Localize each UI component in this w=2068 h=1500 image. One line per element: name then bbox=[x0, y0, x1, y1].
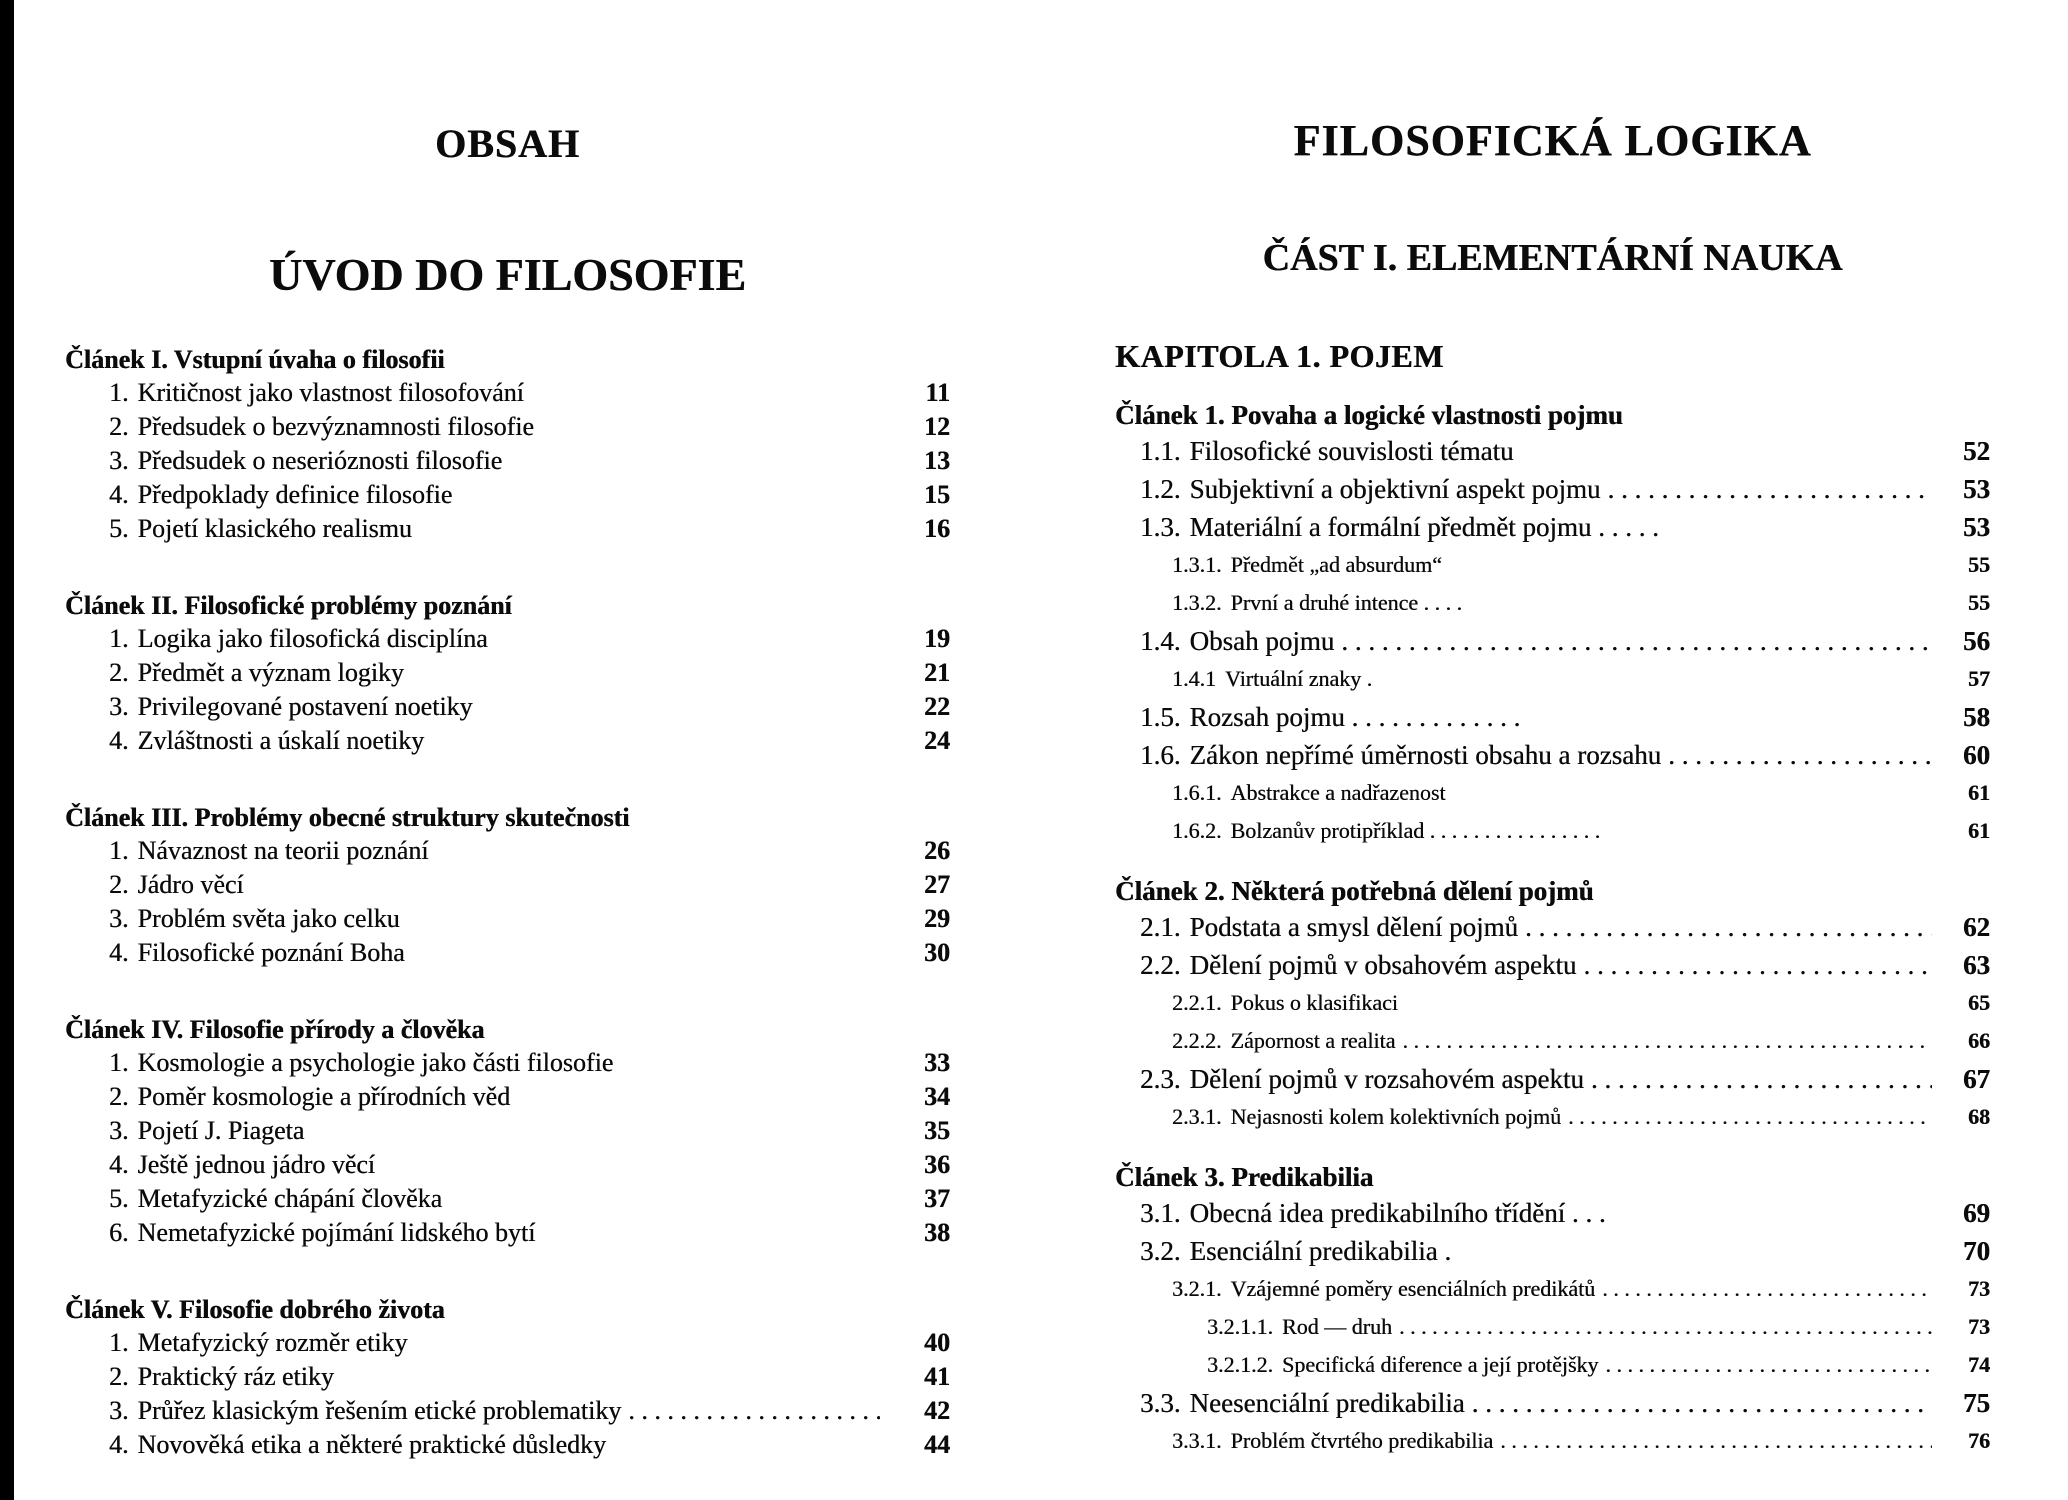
toc-entry-number: 2. bbox=[109, 1362, 129, 1391]
toc-entry-title: Dělení pojmů v rozsahovém aspektu bbox=[1189, 1064, 1584, 1094]
toc-entry bbox=[1115, 984, 1990, 1022]
toc-entry-number: 4. bbox=[109, 938, 129, 967]
toc-entry-page-number: 36 bbox=[924, 1150, 950, 1179]
dot-leader bbox=[1576, 946, 1932, 984]
toc-entry bbox=[1115, 546, 1990, 584]
toc-entry-number: 2. bbox=[109, 1082, 129, 1111]
toc-entry-number: 3. bbox=[109, 1396, 129, 1425]
toc-entry-page-number: 55 bbox=[1968, 552, 1990, 577]
toc-entry-number: 1. bbox=[109, 378, 129, 407]
toc-entry-number: 1.4. bbox=[1140, 626, 1181, 656]
dot-leader bbox=[1584, 1060, 1932, 1098]
toc-entry-number: 2.1. bbox=[1140, 912, 1181, 942]
toc-section bbox=[1115, 1160, 1990, 1460]
toc-entry-title: Obsah pojmu bbox=[1189, 626, 1335, 656]
toc-entry-page-number: 34 bbox=[924, 1082, 950, 1111]
toc-entry-number: 2. bbox=[109, 658, 129, 687]
toc-entry-page-number: 61 bbox=[1968, 780, 1990, 805]
toc-entry-title: Předpoklady definice filosofie bbox=[137, 480, 453, 509]
toc-entry bbox=[65, 902, 950, 936]
toc-entry-title: Praktický ráz etiky bbox=[137, 1362, 334, 1391]
toc-entry-title: Problém čtvrtého predikabilia bbox=[1230, 1428, 1494, 1453]
toc-entry-title: Specifická diference a její protějšky bbox=[1282, 1352, 1599, 1377]
dot-leader bbox=[1600, 470, 1932, 508]
dot-leader bbox=[1595, 1270, 1932, 1308]
toc-entry-number: 4. bbox=[109, 726, 129, 755]
toc-entry-title: Abstrakce a nadřazenost bbox=[1230, 780, 1446, 805]
toc-entry bbox=[65, 1114, 950, 1148]
toc-section-header: Článek 3. Predikabilia bbox=[1115, 1162, 1374, 1192]
toc-entry bbox=[1115, 1060, 1990, 1098]
toc-entry-number: 2. bbox=[109, 412, 129, 441]
toc-entry-title: Předsudek o bezvýznamnosti filosofie bbox=[137, 412, 534, 441]
toc-section-header: Článek III. Problémy obecné struktury skutečnosti bbox=[65, 803, 630, 832]
left-toc-sections bbox=[65, 344, 950, 1462]
toc-entry-title: Esenciální predikabilia . bbox=[1189, 1236, 1452, 1266]
toc-entry bbox=[1115, 1308, 1990, 1346]
toc-entry-page-number: 30 bbox=[924, 938, 950, 967]
toc-entry bbox=[65, 1360, 950, 1394]
toc-entry-number: 3.2. bbox=[1140, 1236, 1181, 1266]
toc-entry bbox=[1115, 1422, 1990, 1460]
toc-entry-page-number: 74 bbox=[1968, 1352, 1990, 1377]
toc-section bbox=[1115, 874, 1990, 1136]
dot-leader bbox=[1465, 1384, 1932, 1422]
toc-entry bbox=[1115, 1232, 1990, 1270]
toc-entry-title: Zvláštnosti a úskalí noetiky bbox=[137, 726, 425, 755]
toc-section-header: Článek 2. Některá potřebná dělení pojmů bbox=[1115, 876, 1594, 906]
toc-entry-number: 1.3.1. bbox=[1172, 552, 1222, 577]
toc-entry-number: 3.3.1. bbox=[1172, 1428, 1222, 1453]
toc-entry bbox=[1115, 584, 1990, 622]
toc-section-header: Článek V. Filosofie dobrého života bbox=[65, 1295, 445, 1324]
toc-entry bbox=[1115, 908, 1990, 946]
toc-entry-page-number: 13 bbox=[924, 446, 950, 475]
toc-entry bbox=[1115, 698, 1990, 736]
toc-entry-page-number: 38 bbox=[924, 1218, 950, 1247]
toc-section bbox=[65, 344, 950, 546]
toc-entry bbox=[65, 834, 950, 868]
toc-entry-page-number: 58 bbox=[1963, 702, 1990, 732]
toc-entry-title: Předsudek o neserióznosti filosofie bbox=[137, 446, 503, 475]
dot-leader bbox=[621, 1394, 880, 1428]
toc-entry-number: 6. bbox=[109, 1218, 129, 1247]
toc-entry-title: Návaznost na teorii poznání bbox=[137, 836, 429, 865]
toc-entry-page-number: 12 bbox=[924, 412, 950, 441]
toc-section-header: Článek II. Filosofické problémy poznání bbox=[65, 591, 512, 620]
toc-entry-page-number: 53 bbox=[1963, 474, 1990, 504]
toc-entry-title: Problém světa jako celku bbox=[137, 904, 400, 933]
toc-entry-number: 1.6. bbox=[1140, 740, 1181, 770]
toc-entry-page-number: 73 bbox=[1968, 1314, 1990, 1339]
toc-entry bbox=[1115, 736, 1990, 774]
toc-entry bbox=[1115, 1384, 1990, 1422]
toc-entry-number: 1.4.1 bbox=[1172, 666, 1216, 691]
toc-entry-page-number: 42 bbox=[924, 1396, 950, 1425]
contents-title: OBSAH bbox=[434, 121, 581, 166]
toc-entry bbox=[1115, 432, 1990, 470]
toc-entry-page-number: 76 bbox=[1968, 1428, 1990, 1453]
toc-entry-title: Virtuální znaky . bbox=[1225, 666, 1373, 691]
toc-entry-title: Nejasnosti kolem kolektivních pojmů bbox=[1230, 1104, 1562, 1129]
toc-entry-title: Jádro věcí bbox=[137, 870, 244, 899]
toc-entry bbox=[65, 444, 950, 478]
toc-entry-title: Dělení pojmů v obsahovém aspektu bbox=[1189, 950, 1577, 980]
toc-entry-number: 1. bbox=[109, 624, 129, 653]
toc-entry bbox=[65, 512, 950, 546]
toc-entry-page-number: 35 bbox=[924, 1116, 950, 1145]
toc-entry-page-number: 61 bbox=[1968, 818, 1990, 843]
toc-entry-number: 5. bbox=[109, 514, 129, 543]
toc-entry bbox=[65, 410, 950, 444]
toc-entry bbox=[1115, 508, 1990, 546]
toc-entry-number: 3.1. bbox=[1140, 1198, 1181, 1228]
dot-leader bbox=[1493, 1422, 1932, 1460]
toc-entry-title: Předmět „ad absurdum“ bbox=[1230, 552, 1442, 577]
toc-entry-page-number: 62 bbox=[1963, 912, 1990, 942]
toc-entry-title: Filosofické poznání Boha bbox=[137, 938, 405, 967]
toc-entry-title: Zápornost a realita bbox=[1230, 1028, 1396, 1053]
toc-entry bbox=[65, 1394, 950, 1428]
toc-entry-page-number: 56 bbox=[1963, 626, 1990, 656]
toc-entry-page-number: 21 bbox=[924, 658, 950, 687]
toc-entry-number: 1.6.2. bbox=[1172, 818, 1222, 843]
right-part-title: FILOSOFICKÁ LOGIKA bbox=[1293, 116, 1812, 165]
toc-entry-page-number: 26 bbox=[924, 836, 950, 865]
toc-entry-number: 3.2.1. bbox=[1172, 1276, 1222, 1301]
left-part-title: ÚVOD DO FILOSOFIE bbox=[268, 249, 747, 300]
toc-entry bbox=[65, 724, 950, 758]
toc-entry-title: Vzájemné poměry esenciálních predikátů bbox=[1230, 1276, 1596, 1301]
toc-entry-page-number: 44 bbox=[924, 1430, 950, 1459]
toc-entry-title: Metafyzický rozměr etiky bbox=[137, 1328, 408, 1357]
toc-entry-page-number: 57 bbox=[1968, 666, 1990, 691]
toc-entry-page-number: 75 bbox=[1963, 1388, 1990, 1418]
toc-entry-page-number: 19 bbox=[924, 624, 950, 653]
left-page bbox=[65, 0, 950, 1462]
toc-entry bbox=[65, 376, 950, 410]
toc-entry-page-number: 70 bbox=[1963, 1236, 1990, 1266]
toc-entry bbox=[65, 1046, 950, 1080]
toc-entry-page-number: 63 bbox=[1963, 950, 1990, 980]
toc-entry-page-number: 24 bbox=[924, 726, 950, 755]
toc-entry-number: 2.2. bbox=[1140, 950, 1181, 980]
toc-entry-title: Neesenciální predikabilia bbox=[1189, 1388, 1465, 1418]
toc-entry-title: Rozsah pojmu . . . . . . . . . . . . . bbox=[1189, 702, 1521, 732]
toc-entry-number: 1.3. bbox=[1140, 512, 1181, 542]
toc-entry bbox=[65, 690, 950, 724]
toc-entry-title: Kosmologie a psychologie jako části filosofie bbox=[137, 1048, 614, 1077]
toc-entry bbox=[65, 478, 950, 512]
toc-section bbox=[65, 1294, 950, 1462]
toc-entry-page-number: 37 bbox=[924, 1184, 950, 1213]
toc-entry-number: 2.3.1. bbox=[1172, 1104, 1222, 1129]
toc-entry-title: Novověká etika a některé praktické důsledky bbox=[137, 1430, 607, 1459]
toc-section-header: Článek IV. Filosofie přírody a člověka bbox=[65, 1015, 485, 1044]
toc-entry bbox=[1115, 774, 1990, 812]
toc-entry-page-number: 68 bbox=[1968, 1104, 1990, 1129]
toc-entry bbox=[65, 622, 950, 656]
toc-entry-page-number: 27 bbox=[924, 870, 950, 899]
toc-section-header: Článek I. Vstupní úvaha o filosofii bbox=[65, 345, 445, 374]
toc-entry bbox=[1115, 1022, 1990, 1060]
toc-entry bbox=[65, 1428, 950, 1462]
toc-entry-title: Metafyzické chápání člověka bbox=[137, 1184, 443, 1213]
toc-entry-title: Kritičnost jako vlastnost filosofování bbox=[137, 378, 524, 407]
toc-entry bbox=[1115, 812, 1990, 850]
toc-entry-number: 2.3. bbox=[1140, 1064, 1181, 1094]
toc-entry-number: 1.3.2. bbox=[1172, 590, 1222, 615]
toc-entry-number: 3.3. bbox=[1140, 1388, 1181, 1418]
toc-entry-title: Průřez klasickým řešením etické problematiky bbox=[137, 1396, 622, 1425]
toc-entry bbox=[65, 656, 950, 690]
toc-section bbox=[65, 1014, 950, 1250]
toc-entry-title: Ještě jednou jádro věcí bbox=[137, 1150, 376, 1179]
toc-entry-number: 3.2.1.2. bbox=[1207, 1352, 1273, 1377]
toc-entry-number: 1. bbox=[109, 1048, 129, 1077]
toc-entry-page-number: 69 bbox=[1963, 1198, 1990, 1228]
toc-entry-page-number: 65 bbox=[1968, 990, 1990, 1015]
toc-entry-number: 2. bbox=[109, 870, 129, 899]
toc-entry-page-number: 53 bbox=[1963, 512, 1990, 542]
toc-entry-number: 1.5. bbox=[1140, 702, 1181, 732]
dot-leader bbox=[1334, 622, 1932, 660]
toc-entry-title: Poměr kosmologie a přírodních věd bbox=[137, 1082, 511, 1111]
toc-entry-title: Privilegované postavení noetiky bbox=[137, 692, 473, 721]
toc-entry-title: Nemetafyzické pojímání lidského bytí bbox=[137, 1218, 536, 1247]
toc-entry-title: Podstata a smysl dělení pojmů bbox=[1189, 912, 1518, 942]
right-page bbox=[1115, 0, 1990, 1460]
toc-entry-page-number: 22 bbox=[924, 692, 950, 721]
toc-entry-title: Materiální a formální předmět pojmu . . . . . bbox=[1189, 512, 1659, 542]
toc-entry-page-number: 15 bbox=[924, 480, 950, 509]
toc-entry-page-number: 33 bbox=[924, 1048, 950, 1077]
dot-leader bbox=[1598, 1346, 1932, 1384]
toc-entry-title: Pojetí klasického realismu bbox=[137, 514, 412, 543]
toc-entry-number: 3. bbox=[109, 904, 129, 933]
dot-leader bbox=[1518, 908, 1932, 946]
toc-entry bbox=[65, 1326, 950, 1360]
toc-entry-number: 3. bbox=[109, 692, 129, 721]
toc-entry-page-number: 52 bbox=[1963, 436, 1990, 466]
toc-entry-page-number: 11 bbox=[925, 378, 950, 407]
toc-entry bbox=[65, 1148, 950, 1182]
toc-entry bbox=[1115, 1194, 1990, 1232]
chapter-heading: KAPITOLA 1. POJEM bbox=[1115, 338, 1444, 374]
toc-entry-number: 4. bbox=[109, 480, 129, 509]
dot-leader bbox=[1561, 1098, 1932, 1136]
scan-gutter-edge bbox=[0, 0, 14, 1500]
toc-section bbox=[65, 590, 950, 758]
toc-section bbox=[1115, 398, 1990, 850]
right-section-title: ČÁST I. ELEMENTÁRNÍ NAUKA bbox=[1262, 237, 1843, 279]
toc-entry-title: Předmět a význam logiky bbox=[137, 658, 404, 687]
toc-entry-page-number: 60 bbox=[1963, 740, 1990, 770]
dot-leader bbox=[1395, 1022, 1932, 1060]
toc-entry bbox=[1115, 1098, 1990, 1136]
right-toc-sections bbox=[1115, 398, 1990, 1460]
toc-entry bbox=[65, 1080, 950, 1114]
toc-entry bbox=[1115, 622, 1990, 660]
toc-entry-page-number: 55 bbox=[1968, 590, 1990, 615]
toc-entry-number: 2.2.2. bbox=[1172, 1028, 1222, 1053]
toc-entry-title: Bolzanův protipříklad . . . . . . . . . . . . . . . . bbox=[1230, 818, 1601, 843]
toc-entry-number: 1. bbox=[109, 836, 129, 865]
toc-entry-number: 3. bbox=[109, 1116, 129, 1145]
toc-entry-page-number: 16 bbox=[924, 514, 950, 543]
toc-entry-page-number: 73 bbox=[1968, 1276, 1990, 1301]
toc-entry bbox=[65, 1216, 950, 1250]
toc-section bbox=[65, 802, 950, 970]
toc-entry bbox=[65, 936, 950, 970]
dot-leader bbox=[1392, 1308, 1932, 1346]
toc-entry-title: Pojetí J. Piageta bbox=[137, 1116, 305, 1145]
toc-entry-number: 3.2.1.1. bbox=[1207, 1314, 1273, 1339]
toc-entry-page-number: 66 bbox=[1968, 1028, 1990, 1053]
toc-entry-number: 3. bbox=[109, 446, 129, 475]
toc-entry-title: Rod — druh bbox=[1282, 1314, 1392, 1339]
toc-entry-title: První a druhé intence . . . . bbox=[1230, 590, 1463, 615]
toc-entry-page-number: 41 bbox=[924, 1362, 950, 1391]
dot-leader bbox=[1661, 736, 1932, 774]
toc-entry-number: 1.6.1. bbox=[1172, 780, 1222, 805]
toc-entry bbox=[65, 1182, 950, 1216]
toc-entry-number: 4. bbox=[109, 1430, 129, 1459]
toc-entry bbox=[1115, 1346, 1990, 1384]
toc-entry bbox=[1115, 470, 1990, 508]
toc-entry-page-number: 40 bbox=[924, 1328, 950, 1357]
toc-entry bbox=[1115, 660, 1990, 698]
toc-entry-number: 1. bbox=[109, 1328, 129, 1357]
toc-entry-number: 4. bbox=[109, 1150, 129, 1179]
toc-entry bbox=[1115, 1270, 1990, 1308]
toc-section-header: Článek 1. Povaha a logické vlastnosti pojmu bbox=[1115, 400, 1623, 430]
toc-entry-title: Logika jako filosofická disciplína bbox=[137, 624, 488, 653]
toc-entry-title: Zákon nepřímé úměrnosti obsahu a rozsahu bbox=[1189, 740, 1662, 770]
toc-entry-title: Filosofické souvislosti tématu bbox=[1189, 436, 1514, 466]
toc-entry-title: Subjektivní a objektivní aspekt pojmu bbox=[1189, 474, 1601, 504]
toc-entry-number: 2.2.1. bbox=[1172, 990, 1222, 1015]
toc-entry-title: Obecná idea predikabilního třídění . . . bbox=[1189, 1198, 1606, 1228]
toc-entry bbox=[1115, 946, 1990, 984]
toc-entry-number: 5. bbox=[109, 1184, 129, 1213]
toc-entry bbox=[65, 868, 950, 902]
toc-entry-number: 1.2. bbox=[1140, 474, 1181, 504]
toc-entry-title: Pokus o klasifikaci bbox=[1230, 990, 1398, 1015]
toc-entry-page-number: 67 bbox=[1963, 1064, 1990, 1094]
toc-entry-number: 1.1. bbox=[1140, 436, 1181, 466]
toc-entry-page-number: 29 bbox=[924, 904, 950, 933]
